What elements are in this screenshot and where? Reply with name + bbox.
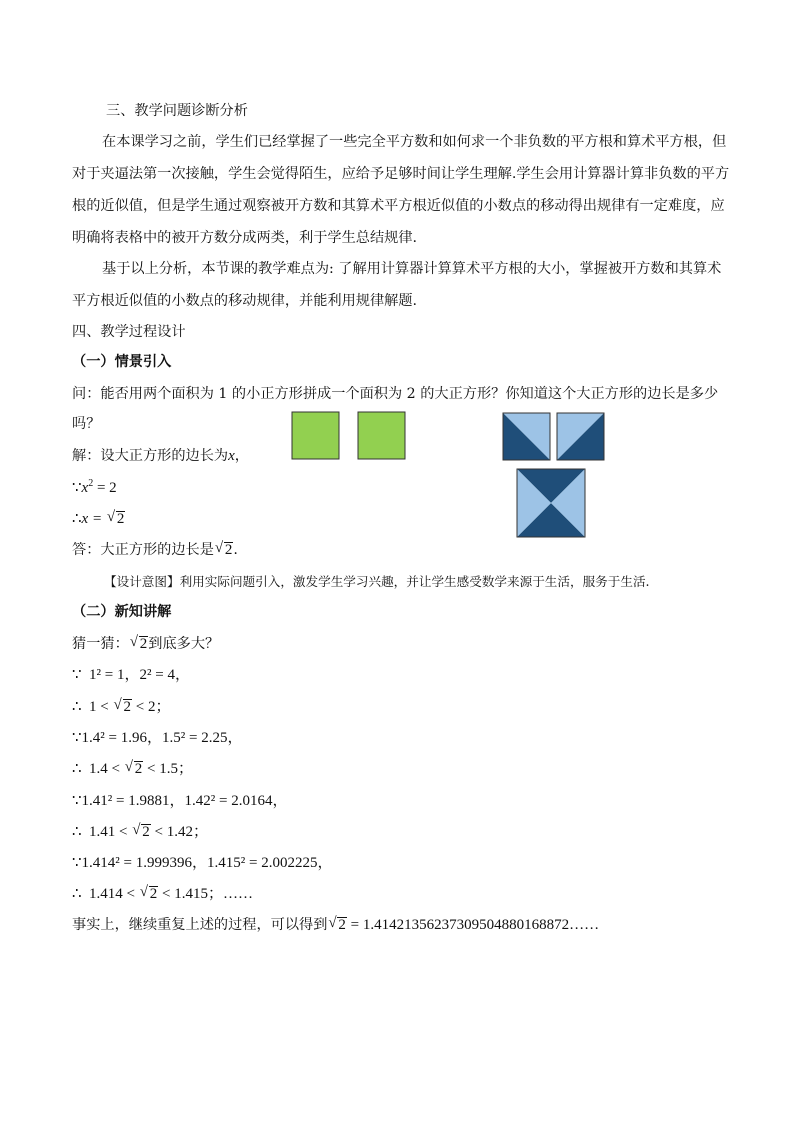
step-3 — [72, 727, 242, 749]
step-symbol: ∵ — [72, 793, 82, 809]
guess-line — [72, 633, 219, 655]
radicand: 2 — [338, 917, 346, 933]
eq1-rhs: = 2 — [93, 480, 117, 496]
step-text: 1.414² = 1.999396，1.415² = 2.002225， — [81, 855, 333, 871]
sqrt-expression: √ 2 — [328, 915, 346, 933]
radicand: 2 — [149, 886, 158, 902]
cut-square-2 — [557, 413, 604, 460]
answer-suffix: . — [233, 542, 238, 558]
question-line1: 问：能否用两个面积为 1 的小正方形拼成一个面积为 2 的大正方形？你知道这个大正方形的边长是多少 — [72, 386, 719, 402]
equation-x-value — [72, 508, 125, 530]
answer-prefix: 答：大正方形的边长是 — [72, 542, 214, 558]
sqrt-expression: √ 2 — [129, 634, 148, 652]
radicand: 2 — [116, 511, 125, 527]
step-left: 1.41 < — [89, 824, 132, 840]
green-unit-square-2 — [358, 412, 405, 459]
step-6 — [72, 821, 208, 843]
step-4 — [72, 758, 193, 780]
design-intent: 【设计意图】利用实际问题引入，激发学生学习兴趣，并让学生感受数学来源于生活，服务于生活. — [104, 574, 650, 589]
section3-p1-line2: 对于夹逼法第一次接触，学生会觉得陌生，应给予足够时间让学生理解.学生会用计算器计算非负数的平方 — [72, 166, 730, 182]
step-text: 1.4² = 1.96，1.5² = 2.25， — [81, 730, 243, 746]
cut-square-1 — [503, 413, 550, 460]
question-line2: 吗？ — [72, 416, 101, 432]
sqrt-expression: √ 2 — [139, 884, 158, 902]
sqrt-expression: √ 2 — [124, 759, 143, 777]
solution-text: 解：设大正方形的边长为 — [72, 448, 229, 464]
sqrt-expression: √ 2 — [113, 697, 132, 715]
section4-heading: 四、教学过程设计 — [72, 324, 186, 340]
step-left: 1.4 < — [89, 761, 124, 777]
radicand: 2 — [134, 761, 143, 777]
step-right: < 1.5； — [143, 761, 193, 777]
two-unit-squares-figure — [290, 410, 410, 462]
radicand: 2 — [139, 636, 148, 652]
sqrt-expression: √ 2 — [106, 509, 125, 527]
step-symbol: ∴ — [72, 886, 82, 902]
subsection2-heading: （二）新知讲解 — [72, 604, 172, 620]
step-symbol: ∵ — [72, 667, 82, 683]
eq1-exponent: 2 — [88, 478, 94, 489]
cut-squares-figure — [500, 410, 610, 464]
fact-value: = 1.41421356237309504880168872…… — [346, 917, 600, 933]
step-right: < 1.42； — [150, 824, 208, 840]
step-2 — [72, 696, 170, 718]
answer-line — [72, 539, 238, 561]
solution-line — [72, 445, 249, 467]
assembled-large-square-figure — [514, 466, 588, 540]
fact-line — [72, 914, 599, 936]
section3-heading: 三、教学问题诊断分析 — [106, 103, 248, 119]
step-symbol: ∴ — [72, 699, 82, 715]
step-text: 1² = 1，2² = 4， — [89, 667, 190, 683]
section3-p1-line3: 根的近似值，但是学生通过观察被开方数和其算术平方根近似值的小数点的移动得出规律有一定难度，应 — [72, 198, 725, 214]
because-symbol: ∵ — [72, 480, 82, 496]
step-symbol: ∴ — [72, 761, 82, 777]
step-5 — [72, 790, 287, 812]
fact-prefix: 事实上，继续重复上述的过程，可以得到 — [72, 917, 328, 933]
guess-prefix: 猜一猜： — [72, 636, 129, 652]
step-text: 1.41² = 1.9881，1.42² = 2.0164， — [81, 793, 288, 809]
step-8 — [72, 883, 253, 905]
section3-p1-line1: 在本课学习之前，学生们已经掌握了一些完全平方数和如何求一个非负数的平方根和算术平方根，但 — [102, 134, 727, 150]
eq1-lhs: x — [81, 480, 89, 496]
green-unit-square-1 — [292, 412, 339, 459]
section3-p2-line2: 平方根近似值的小数点的移动规律，并能利用规律解题. — [72, 293, 418, 309]
equation-x-squared — [72, 477, 117, 499]
step-symbol: ∵ — [72, 855, 82, 871]
solution-end: ， — [234, 448, 249, 464]
step-right: < 1.415；…… — [158, 886, 253, 902]
step-symbol: ∵ — [72, 730, 82, 746]
therefore-symbol: ∴ — [72, 511, 82, 527]
step-left: 1.414 < — [89, 886, 139, 902]
step-7 — [72, 852, 332, 874]
radicand: 2 — [123, 699, 132, 715]
guess-suffix: 到底多大？ — [148, 636, 220, 652]
step-left: 1 < — [89, 699, 113, 715]
step-1 — [72, 664, 190, 686]
section3-p1-line4: 明确将表格中的被开方数分成两类，利于学生总结规律. — [72, 230, 418, 246]
step-right: < 2； — [132, 699, 171, 715]
eq2-lhs: x = — [81, 511, 106, 527]
solution-variable: x — [228, 448, 235, 464]
sqrt-expression: √ 2 — [132, 822, 150, 840]
sqrt-expression: √ 2 — [214, 540, 233, 558]
section3-p2-line1: 基于以上分析，本节课的教学难点为: 了解用计算器计算算术平方根的大小，掌握被开方数和其算术 — [102, 261, 722, 277]
radicand: 2 — [224, 542, 233, 558]
subsection1-heading: （一）情景引入 — [72, 354, 172, 370]
radicand: 2 — [142, 824, 150, 840]
step-symbol: ∴ — [72, 824, 82, 840]
